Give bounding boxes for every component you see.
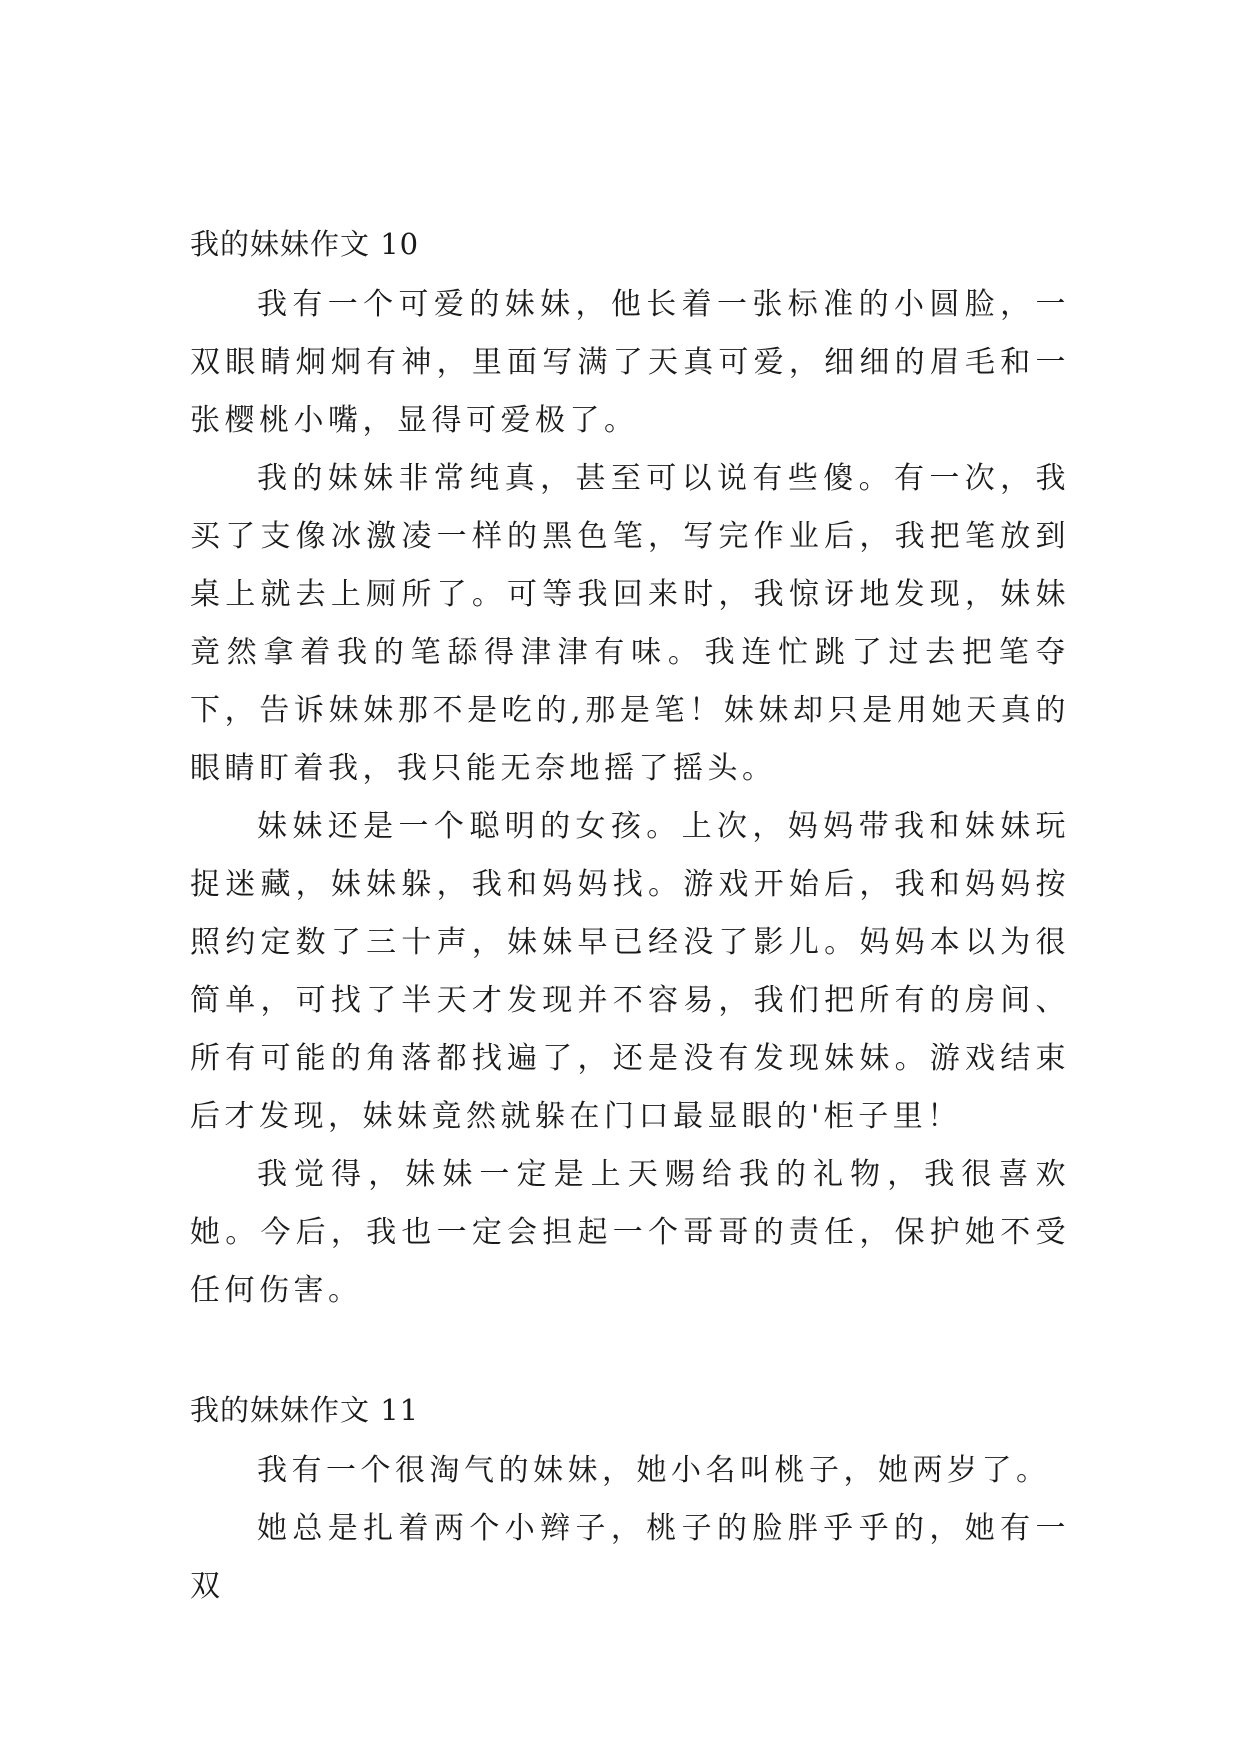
essay-paragraph: 我有一个可爱的妹妹，他长着一张标准的小圆脸，一双眼睛炯炯有神，里面写满了天真可爱，细细的眉毛和一张樱桃小嘴，显得可爱极了。 [190, 287, 1070, 438]
essay-paragraph: 她总是扎着两个小辫子，桃子的脸胖乎乎的，她有一双 [190, 1511, 1070, 1604]
essay-11 [190, 1390, 1070, 1616]
essay-10 [190, 224, 1070, 1320]
essay-title: 我的妹妹作文 11 [190, 1393, 420, 1427]
essay-paragraph: 我的妹妹非常纯真，甚至可以说有些傻。有一次，我买了支像冰激凌一样的黑色笔，写完作业后，我把笔放到桌上就去上厕所了。可等我回来时，我惊讶地发现，妹妹竟然拿着我的笔舔得津津有味。我连忙跳了过去把笔夺下，告诉妹妹那不是吃的,那是笔！妹妹却只是用她天真的眼睛盯着我，我只能无奈地摇了摇头。 [190, 461, 1070, 786]
essay-title: 我的妹妹作文 10 [190, 227, 420, 261]
essay-paragraph: 我有一个很淘气的妹妹，她小名叫桃子，她两岁了。 [257, 1453, 1051, 1488]
essay-paragraph: 妹妹还是一个聪明的女孩。上次，妈妈带我和妹妹玩捉迷藏，妹妹躲，我和妈妈找。游戏开始后，我和妈妈按照约定数了三十声，妹妹早已经没了影儿。妈妈本以为很简单，可找了半天才发现并不容易，我们把所有的房间、所有可能的角落都找遍了，还是没有发现妹妹。游戏结束后才发现，妹妹竟然就躲在门口最显眼的'柜子里！ [190, 809, 1070, 1134]
essay-paragraph: 我觉得，妹妹一定是上天赐给我的礼物，我很喜欢她。今后，我也一定会担起一个哥哥的责任，保护她不受任何伤害。 [190, 1157, 1070, 1308]
